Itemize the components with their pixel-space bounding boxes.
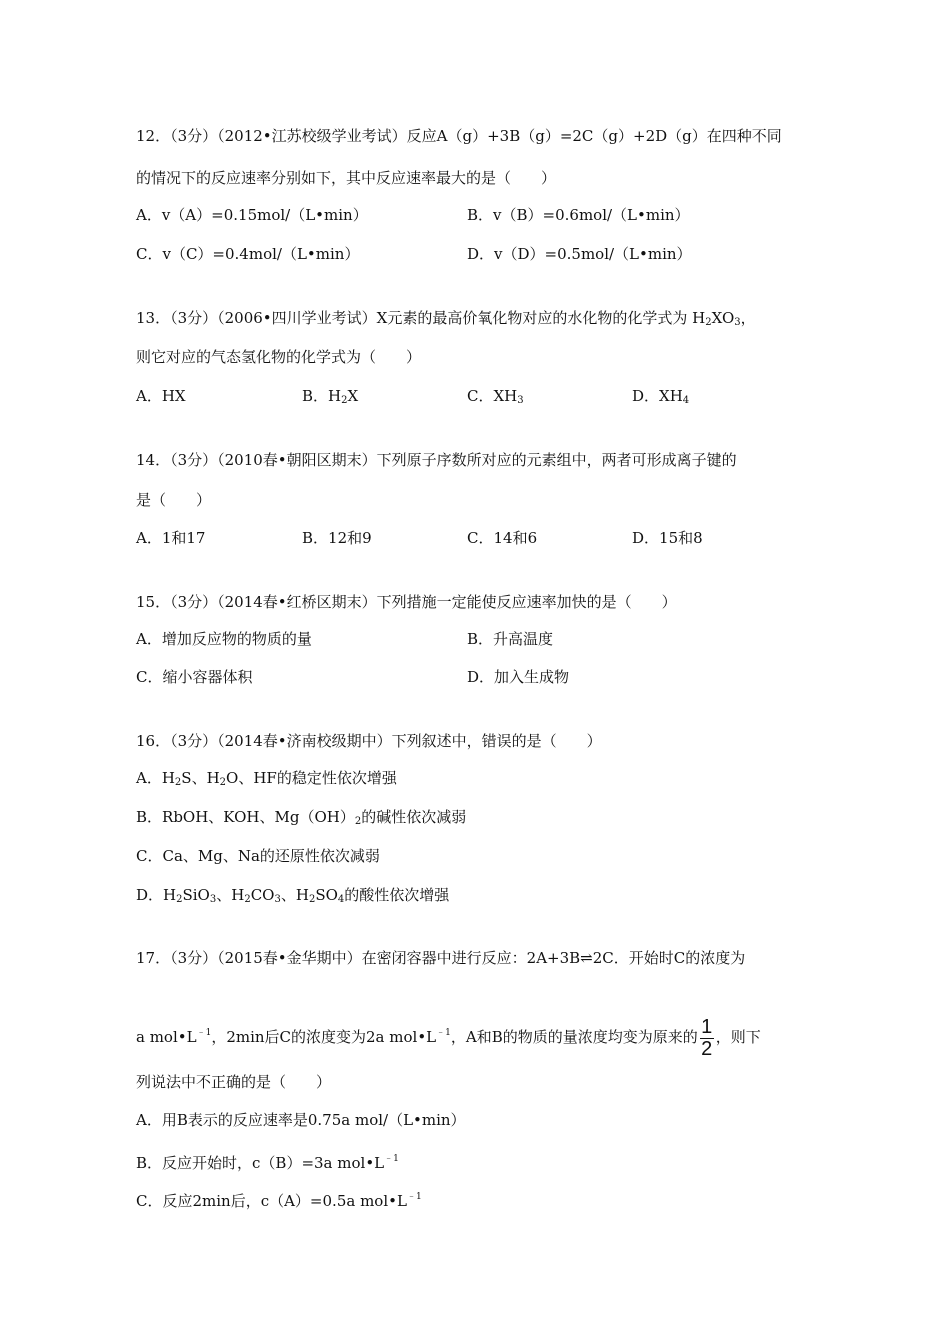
q14-option-d: D．15和8 [632,529,703,547]
q13-option-c: C．$XH_3$ [467,387,524,406]
q13-option-a: A．HX [136,387,186,405]
q17-option-b: B．反应开始时，c（B）=3a $mol•L^{﹣1}$ [136,1154,399,1172]
fraction-denominator: 2 [701,1038,713,1060]
q13-option-b: B．$H_2X$ [302,387,359,406]
q14-stem-line2: 是（ ） [136,491,212,509]
q12-option-d: D．v（D）=0.5mol/（L•min） [467,245,692,263]
q16-stem-line1: 16．（3分）（2014春•济南校级期中）下列叙述中，错误的是（ ） [136,732,602,750]
q17-option-c: C．反应2min后，c（A）=0.5a $mol•L^{﹣1}$ [136,1192,422,1210]
q15-stem-line1: 15．（3分）（2014春•红桥区期末）下列措施一定能使反应速率加快的是（ ） [136,593,677,611]
q14-option-c: C．14和6 [467,529,538,547]
q12-stem-line1: 12．（3分）（2012•江苏校级学业考试）反应A（g）+3B（g）=2C（g）+2D（g）在四种不同 [136,127,782,145]
q17-stem-line1: 17．（3分）（2015春•金华期中）在密闭容器中进行反应：2A+3B⇌2C．开始时C的浓度为 [136,949,746,967]
q17-option-a: A．用B表示的反应速率是0.75a mol/（L•min） [136,1111,466,1129]
fraction-one-half [700,1017,714,1059]
q15-option-c: C．缩小容器体积 [136,668,253,686]
q15-option-d: D．加入生成物 [467,668,570,686]
q12-stem-line2: 的情况下的反应速率分别如下，其中反应速率最大的是（ ） [136,169,557,187]
q14-option-b: B．12和9 [302,529,372,547]
q13-stem-line1: 13．（3分）（2006•四川学业考试）X元素的最高价氧化物对应的水化物的化学式为 $H_2XO_3$， [136,309,756,328]
q12-option-c: C．v（C）=0.4mol/（L•min） [136,245,360,263]
q14-option-a: A．1和17 [136,529,206,547]
q14-stem-line1: 14．（3分）（2010春•朝阳区期末）下列原子序数所对应的元素组中，两者可形成离子键的 [136,451,737,469]
q15-option-b: B．升高温度 [467,630,554,648]
q16-option-c: C．Ca、Mg、Na的还原性依次减弱 [136,847,380,865]
q17-stem-line2: a $mol•L^{﹣1}$，2min后C的浓度变为2a $mol•L^{﹣1}$，A和B的物质的量浓度均变为原来的 $\frac{1}{2}$ ，则下 [136,1016,761,1060]
q13-option-d: D．$XH_4$ [632,387,690,406]
q12-option-b: B．v（B）=0.6mol/（L•min） [467,206,690,224]
q16-option-d: D．$H_2SiO_3$、$H_2CO_3$、$H_2SO_4$的酸性依次增强 [136,886,450,905]
q17-stem-line3: 列说法中不正确的是（ ） [136,1073,332,1091]
q15-option-a: A．增加反应物的物质的量 [136,630,312,648]
q12-option-a: A．v（A）=0.15mol/（L•min） [136,206,368,224]
q16-option-a: A．$H_2S$、$H_2O$、HF的稳定性依次增强 [136,769,397,788]
q13-stem-line2: 则它对应的气态氢化物的化学式为（ ） [136,348,422,366]
q16-option-b: B．RbOH、KOH、$Mg(OH)_2$的碱性依次减弱 [136,808,467,827]
fraction-numerator: 1 [701,1016,713,1038]
